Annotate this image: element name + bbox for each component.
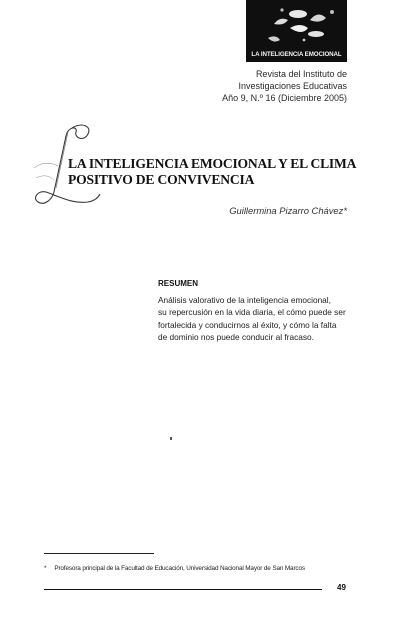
abstract-line: fortalecida y conducirnos al éxito, y cómo la falta xyxy=(158,319,337,330)
author-name: Guillermina Pizarro Chávez* xyxy=(229,205,347,216)
page-bottom-rule xyxy=(44,589,322,590)
abstract-line: de dominio nos puede conducir al fracaso. xyxy=(158,332,314,343)
footnote-divider xyxy=(44,553,154,554)
journal-name-line-2: Investigaciones Educativas xyxy=(238,81,347,91)
page-number: 49 xyxy=(337,583,346,592)
abstract-line: Análisis valorativo de la inteligencia emocional, xyxy=(158,295,331,305)
article-title-line-1: LA INTELIGENCIA EMOCIONAL Y EL CLIMA xyxy=(68,156,357,171)
abstract-line: su repercusión en la vida diaria, el cómo puede ser xyxy=(158,307,346,318)
footnote-marker: * xyxy=(44,565,47,572)
journal-info xyxy=(222,68,347,104)
journal-issue: Año 9, N.º 16 (Diciembre 2005) xyxy=(222,93,347,103)
footnote-text: Profesora principal de la Facultad de Educación, Universidad Nacional Mayor de San Marcos xyxy=(54,565,305,572)
scan-speck xyxy=(170,437,172,440)
abstract-body xyxy=(158,294,350,344)
journal-name-line-1: Revista del Instituto de xyxy=(255,69,347,79)
header-image-caption: LA INTELIGENCIA EMOCIONAL xyxy=(251,51,342,58)
footnote xyxy=(44,565,305,572)
article-title-line-2: POSITIVO DE CONVIVENCIA xyxy=(68,172,255,187)
header-image xyxy=(246,0,347,62)
article-title xyxy=(68,156,356,188)
abstract-heading: RESUMEN xyxy=(158,279,199,288)
